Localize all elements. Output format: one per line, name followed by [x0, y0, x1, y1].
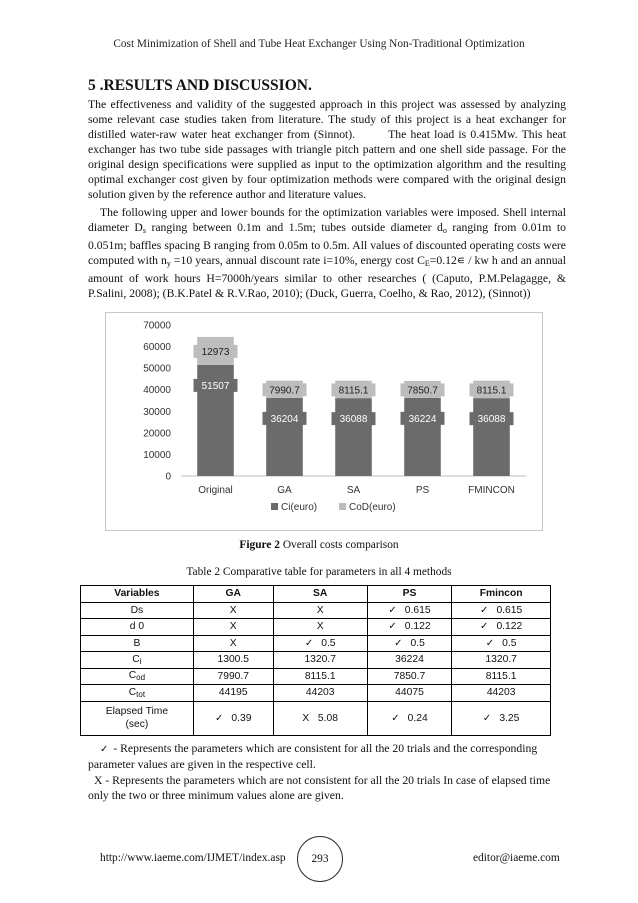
table-caption: Table 2 Comparative table for parameters in all 4 methods: [186, 566, 452, 578]
cell-sa-value: 0.5: [321, 637, 336, 649]
table-row: [81, 668, 551, 685]
cell-variable: [81, 652, 194, 669]
checkmark-icon: ✓: [388, 621, 397, 633]
cell-sa: 44203: [273, 685, 367, 702]
table-header-row: [81, 586, 551, 603]
comparison-table: [80, 585, 551, 736]
page-number: 293: [297, 836, 343, 882]
footer-url: http://www.iaeme.com/IJMET/index.asp: [100, 852, 286, 864]
cell-sa: 1320.7: [273, 652, 367, 669]
y-tick-label: 0: [165, 471, 171, 483]
cell-sa: [273, 701, 367, 735]
y-tick-label: 10000: [143, 449, 171, 461]
checkmark-icon: ✓: [480, 621, 489, 633]
cell-fmincon-value: 0.615: [496, 604, 523, 616]
checkmark-icon: ✓: [388, 604, 397, 616]
cell-fmincon: [452, 602, 551, 619]
cell-ga-value: 0.39: [231, 712, 252, 724]
data-label: 8115.1: [338, 385, 369, 397]
table-row: [81, 701, 551, 735]
cell-fmincon: 1320.7: [452, 652, 551, 669]
cell-ps: [367, 619, 452, 636]
bounds-text-1: The following upper and lower bounds for the optimization variables were imposed. Shell internal diameter D: [88, 206, 566, 234]
legend-label: Ci(euro): [281, 502, 318, 513]
data-label: 12973: [201, 346, 230, 358]
cell-fmincon: [452, 635, 551, 652]
cell-ps: 7850.7: [367, 668, 452, 685]
data-label: 36204: [270, 413, 299, 425]
cost-comparison-chart: [106, 313, 542, 530]
cell-ps: 44075: [367, 685, 452, 702]
cell-ga: X: [193, 619, 273, 636]
var-subscript: tot: [136, 689, 146, 699]
figure-label: Figure 2: [239, 539, 280, 551]
checkmark-icon: ✓: [304, 637, 314, 649]
cell-sa: 8115.1: [273, 668, 367, 685]
checkmark-icon: ✓: [480, 604, 489, 616]
cell-sa: X: [273, 602, 367, 619]
y-tick-label: 60000: [143, 342, 171, 354]
cell-variable: Ds: [81, 602, 194, 619]
bar-cieuro: [266, 398, 303, 476]
data-label: 7990.7: [269, 385, 300, 397]
x-legend-note: X - Represents the parameters which are not consistent for all the 20 trials In case of elapsed time only the two or three minimum values alone are given.: [88, 774, 551, 802]
cell-variable: [81, 685, 194, 702]
paragraph-intro-part-a: The effectiveness and validity of the suggested approach in this project was assessed by analyzing some relevant case studies taken from literature. The study of this project is a heat exchanger for distilled water-raw water heat exchanger from (Sinnot).: [88, 98, 566, 141]
bounds-sub-s: s: [142, 226, 146, 235]
cell-ga: X: [193, 635, 273, 652]
cell-fmincon-value: 0.122: [496, 621, 523, 633]
figure-caption: [0, 539, 638, 551]
cell-ps: [367, 602, 452, 619]
footer-email: editor@iaeme.com: [473, 852, 560, 864]
cell-variable: d 0: [81, 619, 194, 636]
y-tick-label: 20000: [143, 428, 171, 440]
data-label: 36088: [477, 414, 506, 426]
data-label: 51507: [201, 380, 230, 392]
paragraph-bounds: [88, 205, 566, 301]
checkmark-icon: ✓: [485, 637, 495, 649]
checkmark-icon: ✓: [100, 744, 109, 755]
bounds-text-2: ranging between 0.1m and 1.5m; tubes outside diameter d: [145, 221, 443, 234]
var-subscript: od: [136, 673, 146, 683]
bar-cieuro: [404, 398, 441, 476]
checkmark-icon: ✓: [215, 712, 224, 724]
cell-ps-value: 0.5: [410, 637, 425, 649]
cell-ps: [367, 635, 452, 652]
table-row: [81, 619, 551, 636]
var-label-line2: (sec): [125, 719, 149, 730]
cell-ps: [367, 701, 452, 735]
header-ps: PS: [367, 586, 452, 603]
table-row: [81, 602, 551, 619]
table-row: [81, 652, 551, 669]
bounds-text-5: =0.12∊ / kw h and an annual amount of work hours H=7000h/years similar to other researches ( (Caputo, P.M.Pelagagge, & P.Salini, 2008); (B.K.Patel & R.V.Rao, 2010); (Duck, Guerra, Coelho, & Rao, 2012), (Sinnot)): [88, 254, 566, 300]
bar-cieuro: [473, 398, 510, 476]
cost-chart-frame: [105, 312, 543, 531]
cell-variable: B: [81, 635, 194, 652]
x-tick-label: GA: [277, 485, 292, 496]
data-label: 7850.7: [407, 385, 438, 397]
cell-ps-value: 0.615: [404, 604, 431, 616]
x-tick-label: Original: [198, 485, 233, 496]
x-tick-label: SA: [346, 485, 361, 496]
legend-label: CoD(euro): [349, 502, 396, 513]
cell-ga: X: [193, 602, 273, 619]
bounds-text-3: ranging from 0.01m to 0.051m; baffles spacing B ranging from 0.05m to 0.5m. All values of discounted operating costs were computed with n: [88, 221, 566, 267]
y-tick-label: 50000: [143, 363, 171, 375]
cell-fmincon: [452, 701, 551, 735]
cell-fmincon-value: 0.5: [502, 637, 517, 649]
cell-ps-value: 0.24: [407, 712, 428, 724]
checkmark-icon: ✓: [482, 712, 492, 724]
cell-ga: [193, 701, 273, 735]
cell-ga: 1300.5: [193, 652, 273, 669]
var-symbol: C: [132, 653, 140, 665]
cell-fmincon: 44203: [452, 685, 551, 702]
running-header: Cost Minimization of Shell and Tube Heat Exchanger Using Non-Traditional Optimization: [113, 38, 525, 50]
legend-swatch: [271, 503, 278, 510]
bounds-text-4: =10 years, annual discount rate i=10%, energy cost C: [170, 254, 425, 267]
cell-ga: 7990.7: [193, 668, 273, 685]
legend-swatch: [339, 503, 346, 510]
figure-caption-text: Overall costs comparison: [279, 539, 399, 551]
var-label-line1: Elapsed Time: [105, 706, 169, 717]
check-note-text: - Represents the parameters which are consistent for all the 20 trials and the corresponding parameter values are given in the respective cell.: [88, 742, 538, 771]
cell-sa-value: 5.08: [317, 712, 338, 724]
x-tick-label: PS: [415, 485, 430, 496]
paragraph-intro-part-b: The heat load is 0.415Mw. This heat exchanger has two tube side passages with triangle pitch pattern and one shell side passage. For the original design specifications were supplied as input to the optimization algorithm and the resulting optimal exchanger cost given by four optimization methods were compared with the original design solution given by the reference author and literature values.: [88, 128, 566, 201]
cell-sa: X: [273, 619, 367, 636]
x-mark: X: [302, 712, 310, 724]
y-tick-label: 70000: [143, 320, 171, 332]
header-fmincon: Fmincon: [452, 586, 551, 603]
header-variables: Variables: [81, 586, 194, 603]
cell-variable: [81, 668, 194, 685]
checkmark-icon: ✓: [391, 712, 400, 724]
cell-fmincon-value: 3.25: [499, 712, 520, 724]
bar-cieuro: [335, 398, 372, 476]
var-symbol: C: [128, 670, 137, 682]
y-tick-label: 30000: [143, 406, 171, 418]
cell-sa: [273, 635, 367, 652]
cell-ps-value: 0.122: [404, 621, 431, 633]
section-title: 5 .RESULTS AND DISCUSSION.: [88, 77, 312, 94]
bounds-sub-o: o: [442, 226, 447, 235]
cell-fmincon: [452, 619, 551, 636]
data-label: 36224: [408, 413, 437, 425]
y-tick-label: 40000: [143, 385, 171, 397]
checkmark-icon: ✓: [394, 637, 403, 649]
var-symbol: C: [128, 686, 137, 698]
paragraph-intro: [88, 97, 566, 202]
cell-ps: 36224: [367, 652, 452, 669]
bounds-sub-e: E: [424, 259, 430, 268]
table-row: [81, 635, 551, 652]
bounds-sub-y: y: [166, 259, 171, 268]
cell-variable: [81, 701, 194, 735]
var-subscript: i: [139, 656, 142, 666]
check-legend-note: [88, 741, 566, 772]
cell-fmincon: 8115.1: [452, 668, 551, 685]
data-label: 8115.1: [476, 385, 507, 397]
data-label: 36088: [339, 414, 368, 426]
x-tick-label: FMINCON: [468, 485, 515, 496]
header-sa: SA: [273, 586, 367, 603]
table-row: [81, 685, 551, 702]
cell-ga: 44195: [193, 685, 273, 702]
header-ga: GA: [193, 586, 273, 603]
